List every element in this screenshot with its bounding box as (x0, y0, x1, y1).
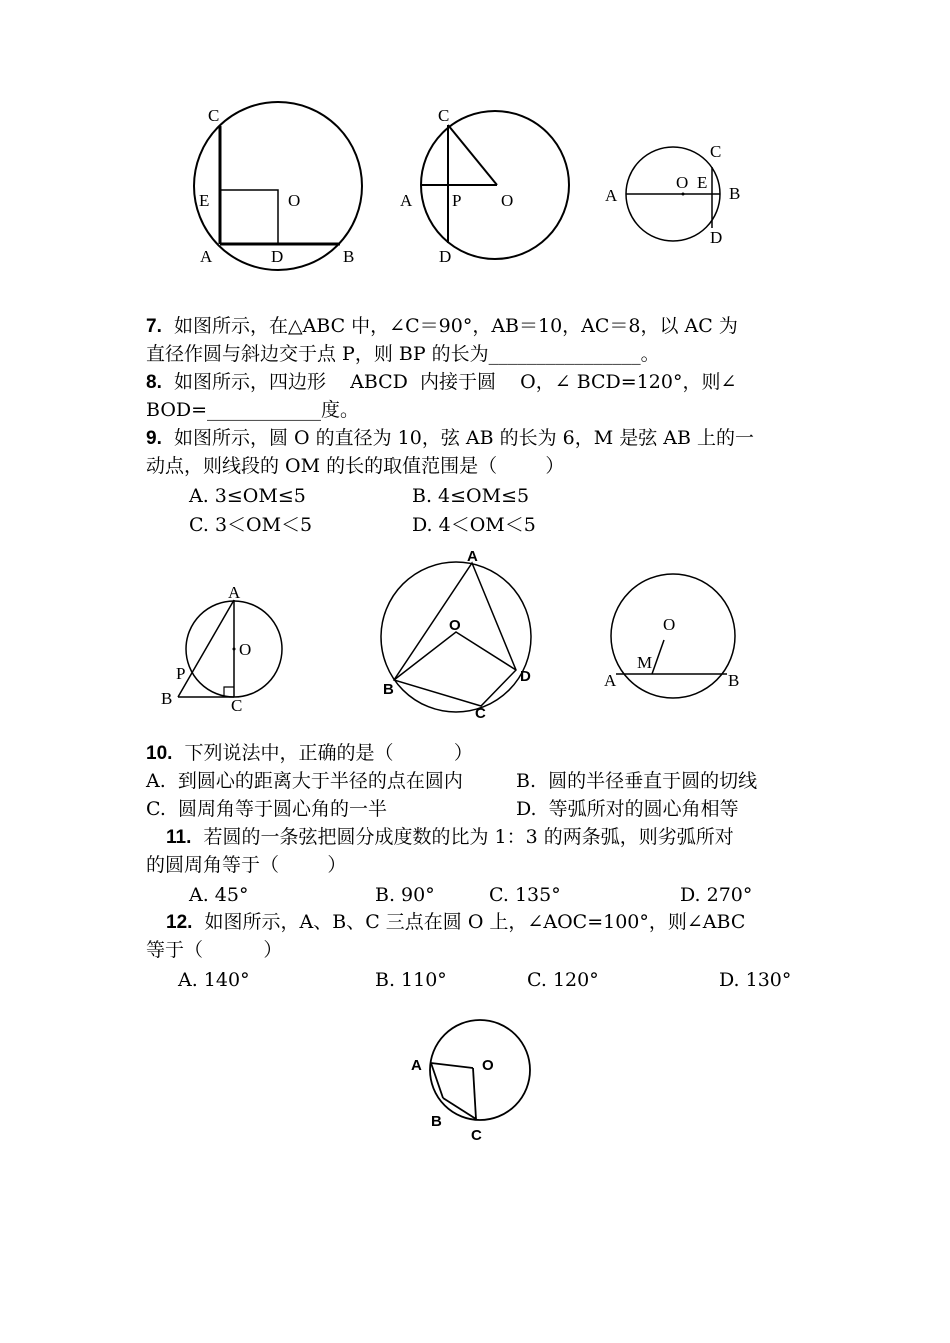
label-c: C (438, 106, 450, 125)
label-o: O (663, 615, 676, 634)
q9-number: 9. (146, 428, 162, 449)
q12-line2: 等于（ ） (146, 939, 283, 961)
q11-option-d: D. 270° (680, 884, 753, 906)
label-b: B (729, 184, 741, 203)
q10-option-c: C. 圆周角等于圆心角的一半 (146, 798, 387, 820)
label-a: A (605, 186, 618, 205)
label-d: D (439, 247, 452, 266)
figure-circle-square (190, 100, 380, 275)
label-d: D (520, 668, 531, 685)
label-b: B (383, 681, 394, 698)
q7-line1: 7. 如图所示，在△ABC 中，∠C＝90°，AB＝10，AC＝8，以 AC 为 (146, 315, 738, 337)
q7-line2: 直径作圆与斜边交于点 P，则 BP 的长为________________。 (146, 343, 660, 365)
label-b: B (161, 689, 173, 708)
label-c: C (475, 705, 486, 722)
label-o: O (239, 640, 252, 659)
q8-number: 8. (146, 372, 162, 393)
q9-option-d: D. 4＜OM＜5 (412, 514, 536, 536)
figure-circle-diameter-cd (600, 135, 750, 250)
label-o: O (288, 191, 301, 210)
q10-option-b: B. 圆的半径垂直于圆的切线 (516, 770, 758, 792)
q12-option-c: C. 120° (527, 969, 599, 991)
q11-option-a: A. 45° (189, 884, 249, 906)
label-o: O (501, 191, 514, 210)
label-b: B (343, 247, 355, 266)
q9-option-a: A. 3≤OM≤5 (189, 485, 306, 507)
q9-option-c: C. 3＜OM＜5 (189, 514, 313, 536)
label-a: A (604, 671, 617, 690)
label-p: P (452, 191, 462, 210)
q8-line1: 8. 如图所示，四边形 ABCD 内接于圆 O，∠ BCD=120°，则∠ (146, 371, 737, 393)
q7-number: 7. (146, 316, 162, 337)
q10-option-d: D. 等弧所对的圆心角相等 (516, 798, 739, 820)
label-p: P (176, 664, 186, 683)
q11-option-c: C. 135° (489, 884, 561, 906)
label-c: C (471, 1127, 482, 1144)
q10-line1: 10. 下列说法中，正确的是（ ） (146, 742, 473, 764)
label-o: O (449, 617, 461, 634)
q9-option-b: B. 4≤OM≤5 (412, 485, 530, 507)
label-c: C (208, 106, 220, 125)
label-o: O (482, 1057, 494, 1074)
q12-option-b: B. 110° (375, 969, 447, 991)
label-c: C (231, 696, 243, 715)
q12-line1: 12. 如图所示，A、B、C 三点在圆 O 上，∠AOC=100°，则∠ABC (166, 911, 746, 933)
label-b: B (431, 1113, 442, 1130)
figure-inscribed-quadrilateral (375, 545, 545, 725)
q11-line2: 的圆周角等于（ ） (146, 854, 347, 876)
figure-chord-moving-point (600, 565, 750, 700)
q12-number: 12. (166, 912, 193, 933)
q12-option-a: A. 140° (178, 969, 250, 991)
label-d: D (710, 228, 723, 247)
q12-option-d: D. 130° (719, 969, 792, 991)
label-e: E (697, 173, 708, 192)
q9-line1: 9. 如图所示，圆 O 的直径为 10，弦 AB 的长为 6，M 是弦 AB 上的一 (146, 427, 754, 449)
label-b: B (728, 671, 740, 690)
label-c: C (710, 142, 722, 161)
figure-inscribed-angle-abc (405, 1010, 540, 1145)
label-m: M (637, 653, 653, 672)
q11-line1: 11. 若圆的一条弦把圆分成度数的比为 1：3 的两条弧，则劣弧所对 (166, 826, 734, 848)
label-a: A (228, 583, 241, 602)
label-e: E (199, 191, 210, 210)
q11-option-b: B. 90° (375, 884, 435, 906)
label-d: D (271, 247, 284, 266)
label-o: O (676, 173, 689, 192)
label-a: A (200, 247, 213, 266)
label-a: A (467, 548, 478, 565)
label-a: A (400, 191, 413, 210)
q11-number: 11. (166, 827, 192, 848)
figure-circle-chord-cp (395, 100, 575, 270)
q10-option-a: A. 到圆心的距离大于半径的点在圆内 (146, 770, 463, 792)
q10-number: 10. (146, 743, 173, 764)
q9-line2: 动点，则线段的 OM 的长的取值范围是（ ） (146, 455, 565, 477)
figure-right-triangle-circle (155, 580, 290, 715)
q8-line2: BOD=____________度。 (146, 399, 360, 421)
label-a: A (411, 1057, 422, 1074)
